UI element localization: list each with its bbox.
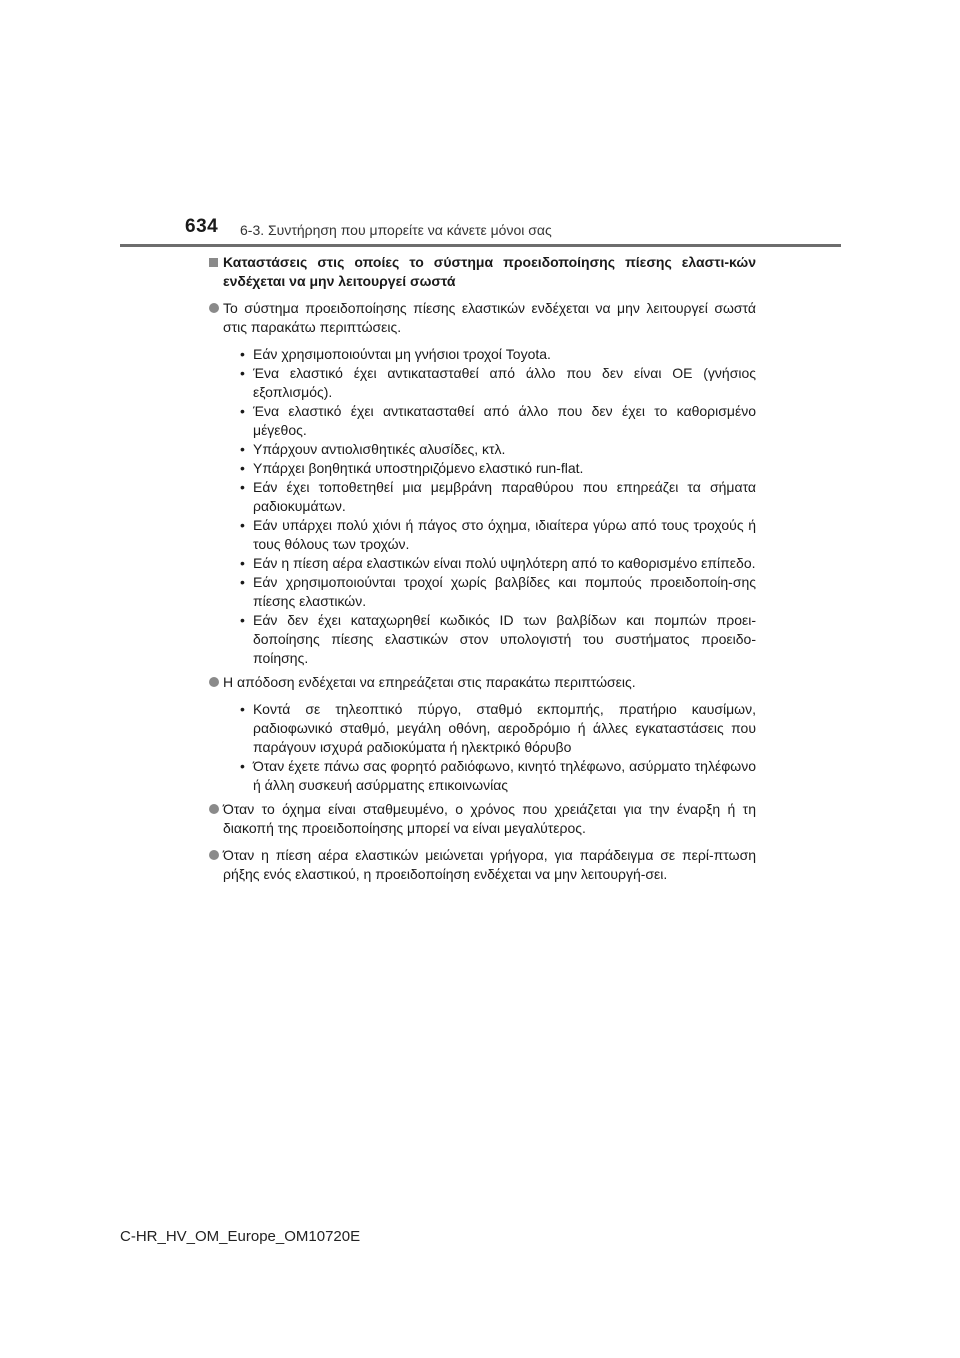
list-item: • Εάν χρησιμοποιούνται τροχοί χωρίς βαλβίδες και πομπούς προειδοποίη-σης πίεσης ελαστικών. — [240, 573, 756, 611]
square-bullet-icon — [209, 258, 218, 267]
circle-bullet-icon — [209, 677, 219, 687]
list-item: • Εάν υπάρχει πολύ χιόνι ή πάγος στο όχημα, ιδιαίτερα γύρω από τους τροχούς ή τους θόλους των τροχών. — [240, 516, 756, 554]
point-1 — [208, 299, 756, 337]
document-code: C-HR_HV_OM_Europe_OM10720E — [120, 1228, 361, 1245]
section-title: 6-3. Συντήρηση που μπορείτε να κάνετε μόνοι σας — [240, 222, 552, 238]
point-2 — [208, 673, 756, 692]
list-item: • Υπάρχει βοηθητικά υποστηριζόμενο ελαστικό run-flat. — [240, 459, 756, 478]
header-divider — [120, 244, 841, 247]
page-number: 634 — [185, 216, 219, 237]
point-2-list — [208, 700, 756, 795]
list-item: • Ένα ελαστικό έχει αντικατασταθεί από άλλο που δεν έχει το καθορισμένο μέγεθος. — [240, 402, 756, 440]
circle-bullet-icon — [209, 850, 219, 860]
page-content — [208, 253, 756, 892]
point-1-text: Το σύστημα προειδοποίησης πίεσης ελαστικών ενδέχεται να μην λειτουργεί σωστά στις παρακάτω περιπτώσεις. — [223, 300, 756, 335]
subsection-heading — [208, 253, 756, 291]
list-item: • Υπάρχουν αντιολισθητικές αλυσίδες, κτλ. — [240, 440, 756, 459]
list-item: • Ένα ελαστικό έχει αντικατασταθεί από άλλο που δεν είναι OE (γνήσιος εξοπλισμός). — [240, 364, 756, 402]
list-item: • Εάν έχει τοποθετηθεί μια μεμβράνη παραθύρου που επηρεάζει τα σήματα ραδιοκυμάτων. — [240, 478, 756, 516]
point-3-text: Όταν το όχημα είναι σταθμευμένο, ο χρόνος που χρειάζεται για την έναρξη ή τη διακοπή της προειδοποίησης μπορεί να είναι μεγαλύτερος. — [223, 801, 756, 836]
point-3 — [208, 800, 756, 838]
list-item: • Όταν έχετε πάνω σας φορητό ραδιόφωνο, κινητό τηλέφωνο, ασύρματο τηλέφωνο ή άλλη συσκευή ασύρματης επικοινωνίας — [240, 757, 756, 795]
point-4-text: Όταν η πίεση αέρα ελαστικών μειώνεται γρήγορα, για παράδειγμα σε περί-πτωση ρήξης ενός ελαστικού, η προειδοποίηση ενδέχεται να μην λειτουργή-σει. — [223, 847, 756, 882]
circle-bullet-icon — [209, 804, 219, 814]
point-4 — [208, 846, 756, 884]
point-2-text: Η απόδοση ενδέχεται να επηρεάζεται στις παρακάτω περιπτώσεις. — [223, 674, 636, 690]
list-item: • Κοντά σε τηλεοπτικό πύργο, σταθμό εκπομπής, πρατήριο καυσίμων, ραδιοφωνικό σταθμό, μεγάλη οθόνη, αεροδρόμιο ή άλλες εγκαταστάσεις που παράγουν ισχυρά ραδιοκύματα ή ηλεκτρικό θόρυβο — [240, 700, 756, 757]
list-item: • Εάν η πίεση αέρα ελαστικών είναι πολύ υψηλότερη από το καθορισμένο επίπεδο. — [240, 554, 756, 573]
subsection-heading-text: Καταστάσεις στις οποίες το σύστημα προειδοποίησης πίεσης ελαστι-κών ενδέχεται να μην λειτουργεί σωστά — [223, 254, 756, 289]
point-1-list — [208, 345, 756, 668]
list-item: • Εάν δεν έχει καταχωρηθεί κωδικός ID των βαλβίδων και πομπών προει-δοποίησης πίεσης ελαστικών στον υπολογιστή του συστήματος προειδο-ποίησης. — [240, 611, 756, 668]
circle-bullet-icon — [209, 303, 219, 313]
list-item: • Εάν χρησιμοποιούνται μη γνήσιοι τροχοί Toyota. — [240, 345, 756, 364]
